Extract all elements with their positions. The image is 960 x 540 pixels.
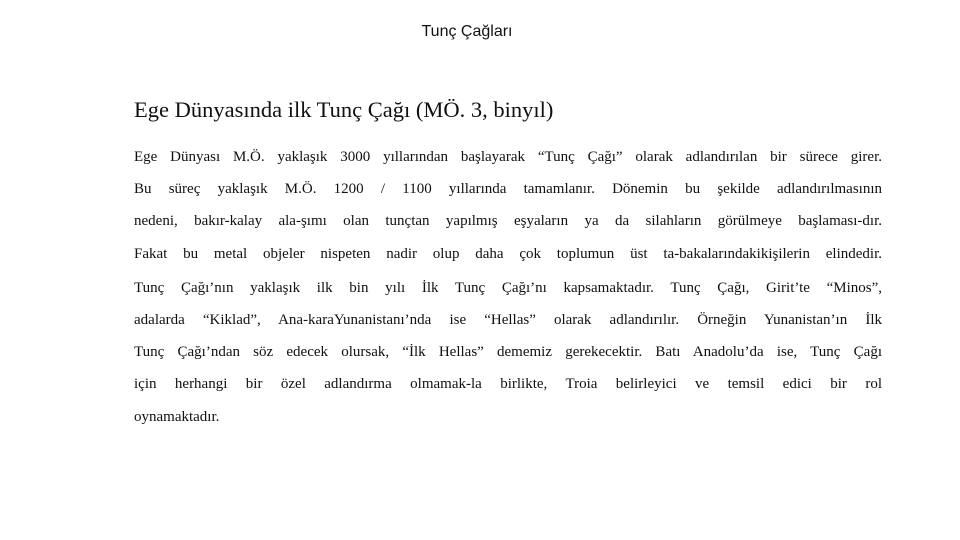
paragraph-line: Ege Dünyası M.Ö. yaklaşık 3000 yıllarından başlayarak “Tunç Çağı” olarak adlandırılan bir sürece girer. (134, 149, 882, 165)
paragraph-line: için herhangi bir özel adlandırma olmamak-la birlikte, Troia belirleyici ve temsil edici bir rol (134, 376, 882, 392)
paragraph-line: nedeni, bakır-kalay ala-şımı olan tunçtan yapılmış eşyaların ya da silahların görülmeye başlaması-dır. (134, 213, 882, 229)
paragraph-line: Fakat bu metal objeler nispeten nadir olup daha çok toplumun üst ta-bakalarındakikişilerin elindedir. (134, 246, 882, 262)
paragraph-line: oynamaktadır. (134, 409, 220, 425)
section-heading: Ege Dünyasında ilk Tunç Çağı (MÖ. 3, binyıl) (134, 97, 554, 122)
paragraph-line: Tunç Çağı’nın yaklaşık ilk bin yılı İlk Tunç Çağı’nı kapsamaktadır. Tunç Çağı, Girit’te “Minos”, (134, 280, 882, 296)
paragraph-line: Bu süreç yaklaşık M.Ö. 1200 / 1100 yıllarında tamamlanır. Dönemin bu şekilde adlandırılmasının (134, 181, 882, 197)
page-title: Tunç Çağları (421, 23, 513, 40)
paragraph-line: adalarda “Kiklad”, Ana-karaYunanistanı’nda ise “Hellas” olarak adlandırılır. Örneğin Yunanistan’ın İlk (134, 312, 882, 328)
paragraph-line: Tunç Çağı’ndan söz edecek olursak, “İlk Hellas” dememiz gerekecektir. Batı Anadolu’da ise, Tunç Çağı (134, 344, 882, 360)
